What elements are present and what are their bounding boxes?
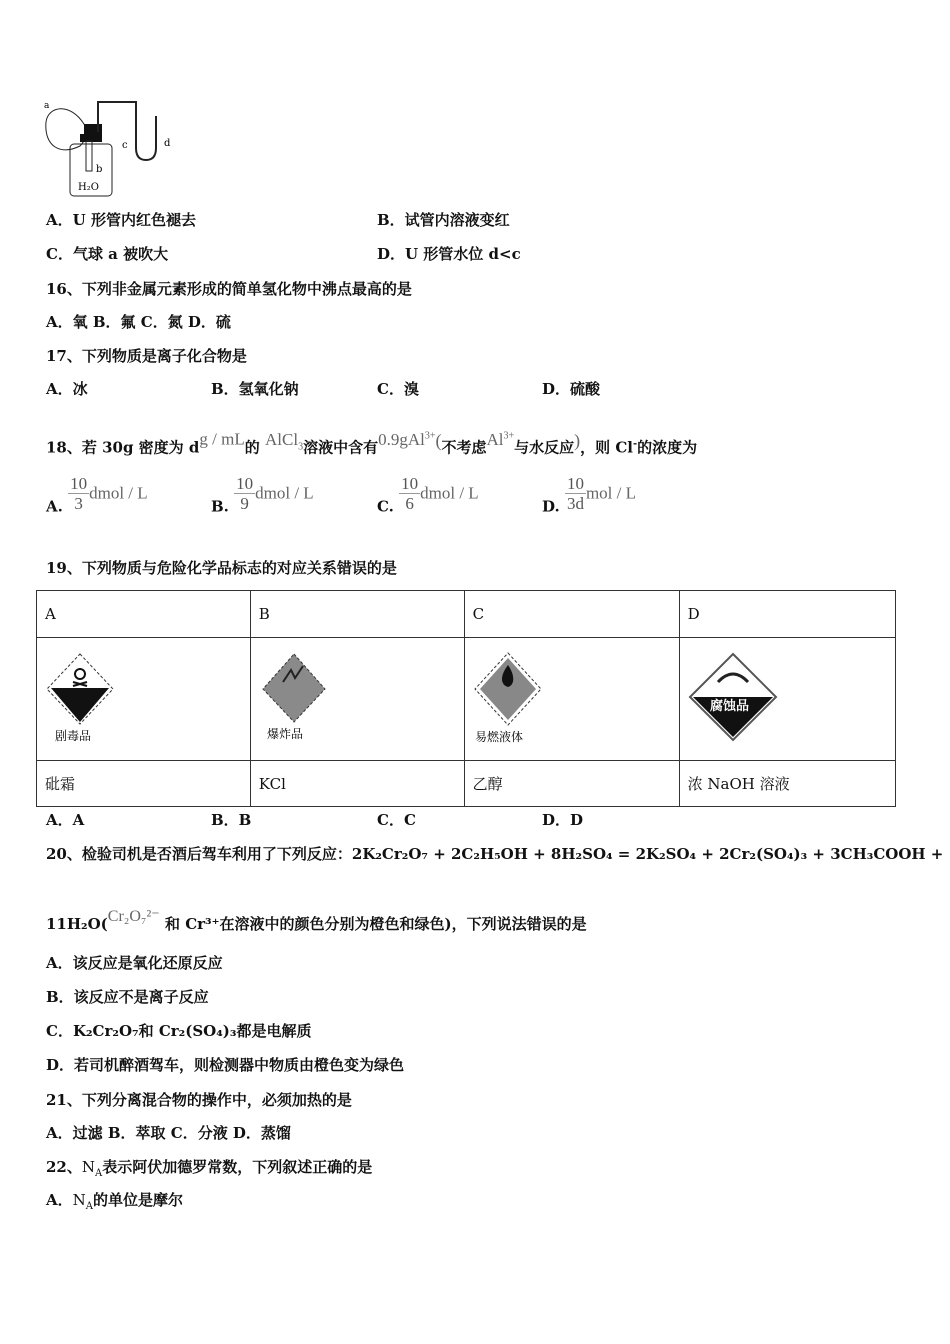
q18-text: 的 bbox=[244, 438, 260, 457]
q21-options[interactable]: A．过滤 B．萃取 C．分液 D．蒸馏 bbox=[46, 1124, 291, 1142]
gas-apparatus-diagram bbox=[40, 96, 180, 200]
q20-option-d[interactable]: D．若司机醉酒驾车，则检测器中物质由橙色变为绿色 bbox=[46, 1056, 405, 1074]
unit: dmol / L bbox=[89, 483, 148, 503]
numerator: 10 bbox=[566, 474, 584, 493]
q18-option-a[interactable] bbox=[46, 474, 148, 517]
q20-option-b[interactable]: B．该反应不是离子反应 bbox=[46, 988, 209, 1006]
avogadro-sub: A bbox=[95, 1168, 103, 1179]
q22-text: 表示阿伏加德罗常数，下列叙述正确的是 bbox=[102, 1158, 373, 1176]
q15-option-b[interactable]: B．试管内溶液变红 bbox=[377, 211, 510, 229]
paren: ( bbox=[435, 430, 442, 451]
q18-stem bbox=[46, 416, 697, 468]
q19-option-c[interactable]: C．C bbox=[377, 811, 416, 829]
q18-unit: g / mL bbox=[199, 429, 245, 449]
q20-option-c[interactable]: C．K₂Cr₂O₇和 Cr₂(SO₄)₃都是电解质 bbox=[46, 1022, 312, 1040]
table-header: C bbox=[464, 591, 679, 638]
q18-mass bbox=[378, 430, 435, 449]
ion-text: Al bbox=[486, 429, 504, 449]
q18-option-d[interactable] bbox=[542, 474, 636, 517]
label-d: d bbox=[164, 138, 171, 149]
table-header: B bbox=[250, 591, 464, 638]
option-letter: B. bbox=[211, 497, 229, 516]
q20-option-a[interactable]: A．该反应是氧化还原反应 bbox=[46, 954, 223, 972]
q20-text: 20、检验司机是否酒后驾车利用了下列反应： bbox=[46, 845, 352, 863]
q22-option-a[interactable] bbox=[46, 1190, 183, 1217]
sign-cell bbox=[464, 638, 679, 761]
sign-label: 剧毒品 bbox=[55, 729, 92, 742]
q20-text: 和 Cr³⁺在溶液中的颜色分别为橙色和绿色)，下列说法错误的是 bbox=[164, 915, 587, 933]
paren: ) bbox=[574, 430, 581, 451]
q17-option-a[interactable]: A．冰 bbox=[46, 380, 88, 398]
q17-stem: 17、下列物质是离子化合物是 bbox=[46, 347, 247, 365]
q16-options[interactable]: A．氧 B．氟 C．氮 D．硫 bbox=[46, 313, 231, 331]
hazard-table bbox=[36, 590, 896, 807]
q18-formula bbox=[265, 429, 304, 453]
q17-option-c[interactable]: C．溴 bbox=[377, 380, 419, 398]
sign-cell bbox=[37, 638, 251, 761]
q18-ion bbox=[486, 430, 514, 449]
avogadro-symbol: N bbox=[81, 1158, 95, 1176]
avogadro-sub: A bbox=[85, 1201, 93, 1212]
sign-cell bbox=[679, 638, 895, 761]
substance-cell: 乙醇 bbox=[464, 761, 679, 807]
explosive-sign-icon bbox=[259, 652, 329, 742]
q17-option-d[interactable]: D．硫酸 bbox=[542, 380, 601, 398]
option-letter: D. bbox=[542, 497, 560, 516]
q18-text: 不考虑 bbox=[441, 438, 487, 457]
fraction bbox=[565, 474, 586, 513]
unit: mol / L bbox=[585, 483, 636, 503]
mass-text: 0.9gAl bbox=[378, 429, 425, 449]
sign-cell bbox=[250, 638, 464, 761]
option-letter: A． bbox=[46, 1191, 73, 1209]
label-b: b bbox=[96, 164, 103, 175]
denominator: 3d bbox=[566, 494, 584, 513]
numerator: 10 bbox=[70, 474, 88, 493]
q18-text: 18、若 30g 密度为 d bbox=[46, 438, 200, 457]
formula-text: AlCl bbox=[265, 429, 299, 449]
denominator: 3 bbox=[74, 494, 83, 513]
q20-stem-line2 bbox=[46, 900, 587, 941]
fraction bbox=[234, 474, 255, 513]
q22-number: 22、 bbox=[46, 1158, 82, 1176]
q22-stem bbox=[46, 1157, 372, 1184]
q18-text: 与水反应 bbox=[514, 438, 575, 457]
q20-text: 11H₂O( bbox=[46, 915, 108, 933]
option-letter: A. bbox=[46, 497, 63, 516]
q18-text: 的浓度为 bbox=[637, 438, 698, 457]
flammable-sign-icon bbox=[473, 651, 553, 743]
q18-option-c[interactable] bbox=[377, 474, 479, 517]
denominator: 9 bbox=[240, 494, 249, 513]
numerator: 10 bbox=[401, 474, 419, 493]
denominator: 6 bbox=[405, 494, 414, 513]
corrosive-sign-icon bbox=[688, 652, 778, 742]
q18-text: 溶液中含有 bbox=[303, 438, 379, 457]
substance-cell: KCl bbox=[250, 761, 464, 807]
toxic-sign-icon bbox=[45, 652, 115, 742]
q19-option-b[interactable]: B．B bbox=[211, 811, 252, 829]
q18-text: ，则 Cl bbox=[580, 438, 633, 457]
numerator: 10 bbox=[236, 474, 254, 493]
q16-stem: 16、下列非金属元素形成的简单氢化物中沸点最高的是 bbox=[46, 280, 412, 298]
label-c: c bbox=[122, 140, 128, 151]
q19-option-d[interactable]: D．D bbox=[542, 811, 584, 829]
label-a: a bbox=[44, 101, 50, 111]
q17-option-b[interactable]: B．氢氧化钠 bbox=[211, 380, 299, 398]
q18-option-b[interactable] bbox=[211, 474, 314, 517]
q15-option-a[interactable]: A．U 形管内红色褪去 bbox=[46, 211, 196, 229]
sign-label: 易燃液体 bbox=[474, 730, 523, 743]
ion-sup: 3+ bbox=[503, 430, 515, 441]
option-text: 的单位是摩尔 bbox=[93, 1191, 184, 1209]
q21-stem: 21、下列分离混合物的操作中，必须加热的是 bbox=[46, 1091, 352, 1109]
fraction bbox=[68, 474, 89, 513]
q20-stem-line1 bbox=[46, 844, 943, 864]
q15-option-d[interactable]: D．U 形管水位 d<c bbox=[377, 245, 521, 263]
unit: dmol / L bbox=[420, 483, 479, 503]
table-header: A bbox=[37, 591, 251, 638]
substance-cell: 砒霜 bbox=[37, 761, 251, 807]
sign-label: 爆炸品 bbox=[266, 727, 303, 741]
q19-stem: 19、下列物质与危险化学品标志的对应关系错误的是 bbox=[46, 559, 397, 577]
formula-sub: 3 bbox=[298, 441, 304, 453]
q20-equation: 2K₂Cr₂O₇ + 2C₂H₅OH + 8H₂SO₄ = 2K₂SO₄ + 2Cr₂(SO₄)₃ + 3CH₃COOH + bbox=[351, 845, 944, 863]
q18-sup: - bbox=[633, 438, 638, 450]
avogadro-symbol: N bbox=[72, 1191, 86, 1209]
substance-cell: 浓 NaOH 溶液 bbox=[679, 761, 895, 807]
sign-label: 腐蚀品 bbox=[709, 699, 749, 714]
option-letter: C. bbox=[377, 497, 394, 516]
table-header: D bbox=[679, 591, 895, 638]
unit: dmol / L bbox=[255, 483, 314, 503]
dichromate-ion: Cr₂O₇²⁻ bbox=[107, 908, 160, 925]
q19-option-a[interactable]: A．A bbox=[46, 811, 85, 829]
fraction bbox=[399, 474, 420, 513]
label-water: H₂O bbox=[78, 182, 99, 193]
mass-sup: 3+ bbox=[424, 430, 436, 441]
q15-option-c[interactable]: C．气球 a 被吹大 bbox=[46, 245, 169, 263]
